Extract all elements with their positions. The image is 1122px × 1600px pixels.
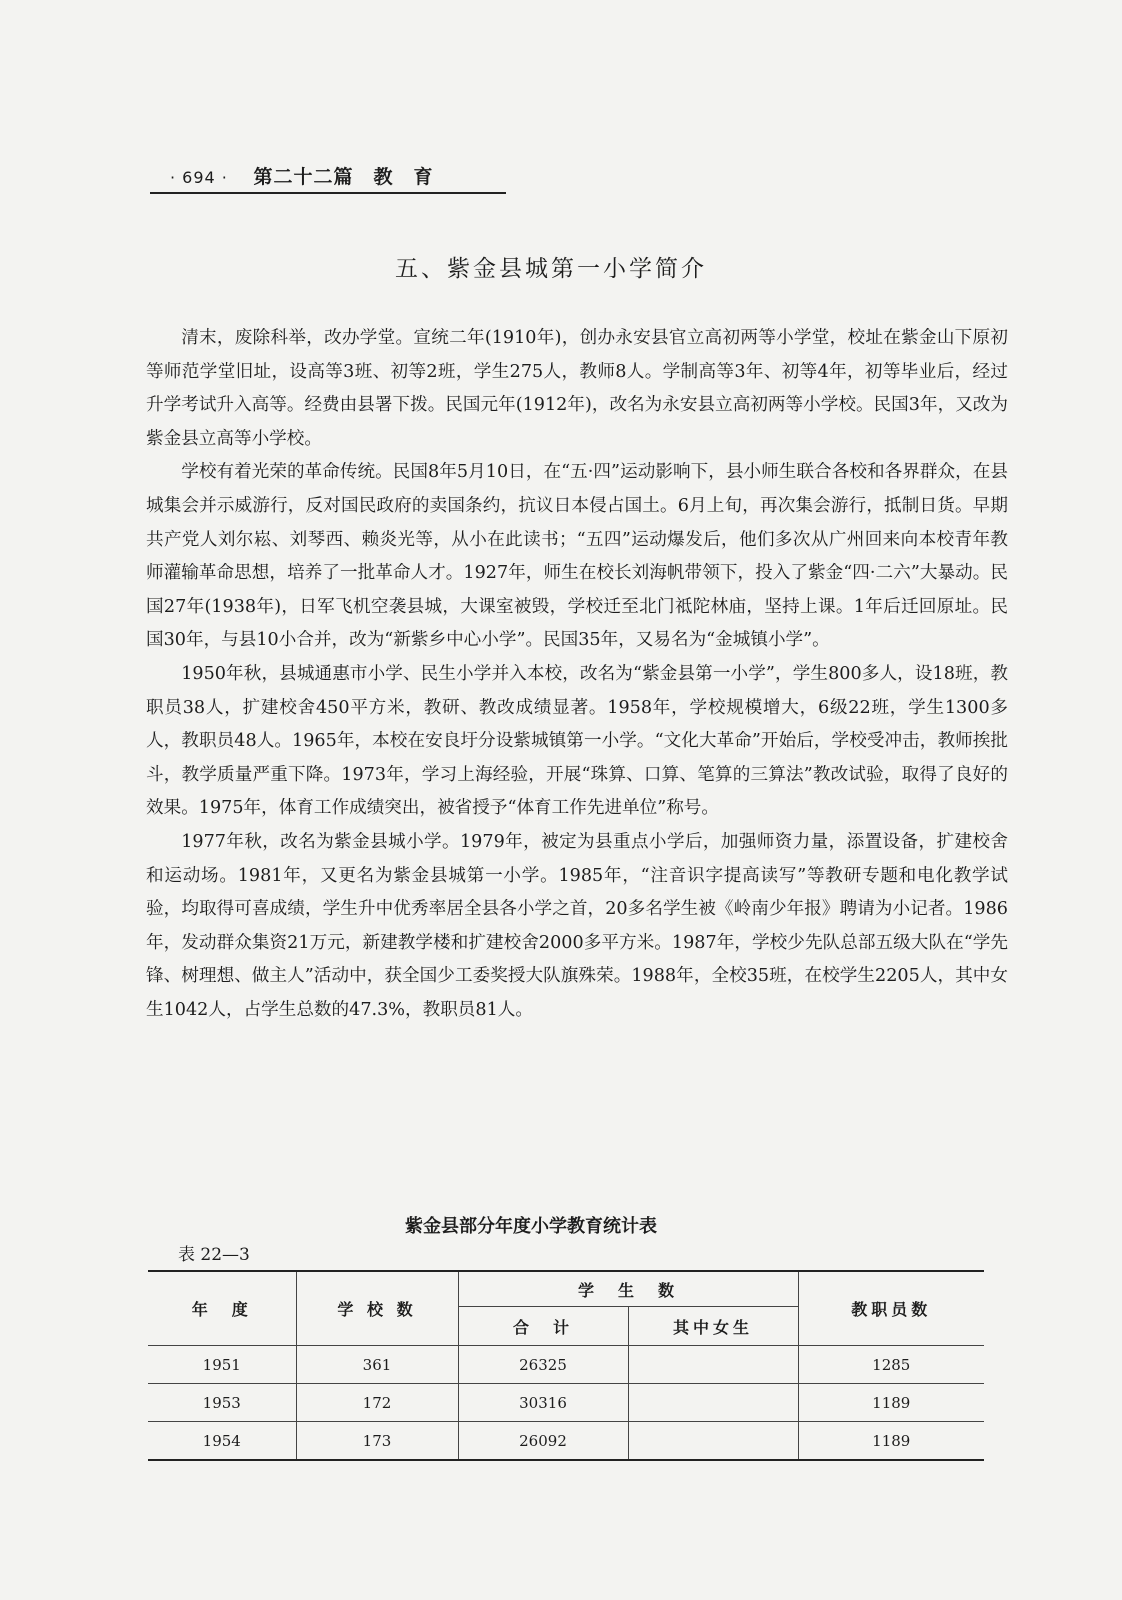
paragraph: 学校有着光荣的革命传统。民国8年5月10日，在“五·四”运动影响下，县小师生联合各校和各界群众，在县城集会并示威游行，反对国民政府的卖国条约，抗议日本侵占国土。6月上旬，再次集会游行，抵制日货。早期共产党人刘尔崧、刘琴西、赖炎光等，从小在此读书；“五四”运动爆发后，他们多次从广州回来向本校青年教师灌输革命思想，培养了一批革命人才。1927年，师生在校长刘海帆带领下，投入了紫金“四·二六”大暴动。民国27年(1938年)，日军飞机空袭县城，大课室被毁，学校迁至北门祗陀林庙，坚持上课。1年后迁回原址。民国30年，与县10小合并，改为“新紫乡中心小学”。民国35年，又易名为“金城镇小学”。 bbox=[146, 462, 1008, 651]
cell-schools: 361 bbox=[296, 1346, 458, 1384]
header-staff: 教职员数 bbox=[798, 1271, 984, 1346]
body-text bbox=[146, 322, 1008, 1027]
section-title: 五、紫金县城第一小学简介 bbox=[395, 256, 707, 282]
header-female: 其中女生 bbox=[628, 1307, 798, 1346]
page-number: · 694 · bbox=[170, 168, 228, 187]
paragraph: 清末，废除科举，改办学堂。宣统二年(1910年)，创办永安县官立高初两等小学堂，校址在紫金山下原初等师范学堂旧址，设高等3班、初等2班，学生275人，教师8人。学制高等3年、初等4年，初等毕业后，经过升学考试升入高等。经费由县署下拨。民国元年(1912年)，改名为永安县立高初两等小学校。民国3年，又改为紫金县立高等小学校。 bbox=[146, 328, 1008, 449]
header-schools: 学 校 数 bbox=[296, 1271, 458, 1346]
header-total: 合 计 bbox=[458, 1307, 628, 1346]
cell-year: 1951 bbox=[148, 1346, 296, 1384]
cell-schools: 172 bbox=[296, 1384, 458, 1422]
cell-female bbox=[628, 1384, 798, 1422]
cell-female bbox=[628, 1422, 798, 1461]
statistics-table bbox=[148, 1270, 984, 1461]
cell-female bbox=[628, 1346, 798, 1384]
table-row bbox=[148, 1346, 984, 1384]
cell-staff: 1189 bbox=[798, 1422, 984, 1461]
cell-year: 1954 bbox=[148, 1422, 296, 1461]
cell-total: 26092 bbox=[458, 1422, 628, 1461]
table-number: 表 22—3 bbox=[178, 1245, 250, 1265]
paragraph: 1950年秋，县城通惠市小学、民生小学并入本校，改名为“紫金县第一小学”，学生800多人，设18班，教职员38人，扩建校舍450平方米，教研、教改成绩显著。1958年，学校规模增大，6级22班，学生1300多人，教职员48人。1965年，本校在安良圩分设紫城镇第一小学。“文化大革命”开始后，学校受冲击，教师挨批斗，教学质量严重下降。1973年，学习上海经验，开展“珠算、口算、笔算的三算法”教改试验，取得了良好的效果。1975年，体育工作成绩突出，被省授予“体育工作先进单位”称号。 bbox=[146, 663, 1008, 819]
running-header bbox=[170, 162, 500, 189]
table-row bbox=[148, 1422, 984, 1461]
cell-total: 30316 bbox=[458, 1384, 628, 1422]
paragraph: 1977年秋，改名为紫金县城小学。1979年，被定为县重点小学后，加强师资力量，添置设备，扩建校舍和运动场。1981年，又更名为紫金县城第一小学。1985年，“注音识字提高读写”等教研专题和电化教学试验，均取得可喜成绩，学生升中优秀率居全县各小学之首，20多名学生被《岭南少年报》聘请为小记者。1986年，发动群众集资21万元，新建教学楼和扩建校舍2000多平方米。1987年，学校少先队总部五级大队在“学先锋、树理想、做主人”活动中，获全国少工委奖授大队旗殊荣。1988年，全校35班，在校学生2205人，其中女生1042人，占学生总数的47.3%，教职员81人。 bbox=[146, 831, 1008, 1020]
cell-staff: 1285 bbox=[798, 1346, 984, 1384]
chapter-title: 第二十二篇 教 育 bbox=[253, 166, 434, 188]
cell-staff: 1189 bbox=[798, 1384, 984, 1422]
header-rule bbox=[150, 192, 506, 194]
cell-year: 1953 bbox=[148, 1384, 296, 1422]
table-title: 紫金县部分年度小学教育统计表 bbox=[405, 1216, 657, 1237]
header-students: 学 生 数 bbox=[458, 1271, 798, 1307]
header-year: 年 度 bbox=[148, 1271, 296, 1346]
cell-total: 26325 bbox=[458, 1346, 628, 1384]
table-row bbox=[148, 1384, 984, 1422]
cell-schools: 173 bbox=[296, 1422, 458, 1461]
